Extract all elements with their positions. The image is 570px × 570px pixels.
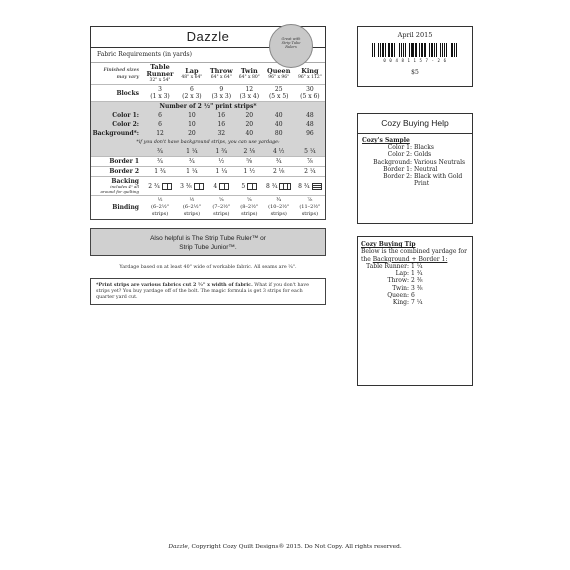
- tip-heading: Cozy Buying Tip: [361, 241, 416, 248]
- print-strips-note-bold: *Print strips are various fabrics cut 2 ½" x width of fabric.: [96, 282, 253, 288]
- tip-row: [361, 285, 469, 292]
- strips-row-label: Color 2:: [112, 121, 139, 128]
- barcode-bar: [385, 43, 386, 57]
- background-yardage-cell: 4 ½: [272, 148, 285, 155]
- sample-key: Background:: [373, 158, 412, 166]
- border-1-cell: ¾: [177, 157, 207, 167]
- barcode-bar: [419, 43, 420, 57]
- background-yardage-cell: 1 ¾: [215, 148, 228, 155]
- border-2-label: Border 2: [91, 167, 143, 177]
- strips-cell: 20: [245, 121, 254, 128]
- barcode-bar: [451, 43, 452, 57]
- backing-layout-icon: [219, 183, 229, 190]
- tip-key: Lap:: [395, 270, 409, 278]
- background-yardage-cell: 1 ¼: [186, 148, 198, 155]
- border-1-cell: ¾: [263, 157, 295, 167]
- barcode-bar: [418, 43, 419, 57]
- barcode-bar: [454, 43, 455, 57]
- strips-cell: 96: [306, 130, 314, 137]
- border-2-cell: 2 ⅛: [263, 167, 295, 177]
- strips-cell: 80: [274, 130, 283, 137]
- backing-row: [91, 177, 325, 196]
- border-2-cell: 1 ¼: [207, 167, 236, 177]
- size-dimensions: 96" x 96": [268, 74, 290, 80]
- size-dimensions: 96" x 112": [297, 74, 322, 80]
- blocks-cell: 6 (2 x 3): [177, 85, 207, 102]
- binding-row: [91, 196, 325, 220]
- size-header-cell: Throw 64" x 64": [207, 63, 236, 85]
- helpful-note: [90, 228, 326, 256]
- tip-row: [361, 292, 469, 299]
- tip-row: [361, 299, 469, 306]
- sample-row: [362, 144, 468, 151]
- backing-cell: 8 ¾: [295, 177, 325, 196]
- strips-cell: 16: [217, 112, 226, 119]
- barcode-bar: [382, 43, 384, 57]
- barcode-bar: [427, 43, 428, 57]
- strips-cell: 10: [188, 121, 196, 128]
- barcode-bar: [434, 43, 435, 57]
- finished-sizes-note: Finished sizes may vary: [103, 67, 139, 80]
- requirements-table: [91, 63, 325, 219]
- background-yardage-cell: 5 ¼: [304, 148, 316, 155]
- strips-cell: 32: [217, 130, 226, 137]
- buying-tip-box: [357, 236, 473, 386]
- barcode: [372, 43, 458, 57]
- backing-cell: 2 ¾: [143, 177, 177, 196]
- size-dimensions: 48" x 64": [181, 74, 203, 80]
- footer-pattern-name: Dazzle: [168, 544, 188, 550]
- barcode-bar: [424, 43, 425, 57]
- strips-cell: 48: [306, 121, 314, 128]
- barcode-bar: [452, 43, 453, 57]
- barcode-bar: [456, 43, 457, 57]
- barcode-bar: [391, 43, 392, 57]
- sticker-date: April 2015: [397, 31, 433, 39]
- barcode-bar: [411, 43, 412, 57]
- background-note-row: [91, 138, 325, 147]
- barcode-bar: [376, 43, 377, 57]
- strip-tube-badge: [269, 24, 313, 68]
- sample-value: Various Neutrals: [414, 158, 466, 166]
- blocks-cell: 12 (3 x 4): [236, 85, 263, 102]
- barcode-bar: [409, 43, 410, 57]
- requirements-box: [90, 48, 326, 220]
- price-sticker: [357, 26, 473, 87]
- barcode-bar: [425, 43, 426, 57]
- tip-key: Twin:: [392, 284, 409, 292]
- tip-key: Throw:: [387, 277, 409, 285]
- binding-cell: ⅝ (8–2½" strips): [236, 196, 263, 220]
- helpful-line-2: Strip Tube Junior™.: [179, 244, 237, 251]
- strips-cell: 40: [274, 121, 283, 128]
- binding-cell: ⅞ (11–2½" strips): [295, 196, 325, 220]
- sample-key: Border 1:: [383, 165, 412, 173]
- barcode-bar: [440, 43, 441, 57]
- sample-heading: Cozy's Sample: [362, 137, 410, 144]
- barcode-bar: [447, 43, 449, 57]
- binding-cell: ½ (6–2½" strips): [177, 196, 207, 220]
- binding-cell: ⅝ (7–2½" strips): [207, 196, 236, 220]
- tip-value: 6: [411, 292, 415, 300]
- tip-key: Table Runner:: [366, 262, 409, 270]
- barcode-bar: [415, 43, 417, 57]
- strips-cell: 6: [158, 112, 162, 119]
- strips-cell: 6: [158, 121, 162, 128]
- barcode-bar: [392, 43, 393, 57]
- pattern-sheet: [90, 26, 326, 305]
- background-yardage-cell: ¾: [157, 148, 163, 155]
- backing-cell: 8 ¾: [263, 177, 295, 196]
- barcode-number: 0 0 4 8 1 1 5 7 - 2 6: [383, 58, 447, 63]
- strips-cell: 20: [245, 112, 254, 119]
- sample-value: Blacks: [414, 144, 434, 152]
- barcode-bar: [438, 43, 439, 57]
- strips-row: [91, 129, 325, 138]
- barcode-bar: [403, 43, 404, 57]
- print-strips-note: [90, 278, 326, 305]
- buying-help-title: Cozy Buying Help: [358, 114, 472, 134]
- barcode-bar: [429, 43, 430, 57]
- sample-row: [362, 159, 468, 166]
- tip-row: [361, 277, 469, 284]
- strips-row: [91, 120, 325, 129]
- border-2-cell: 2 ¼: [295, 167, 325, 177]
- tip-key: King:: [392, 299, 409, 307]
- barcode-bar: [388, 43, 389, 57]
- sample-row: [362, 173, 468, 187]
- tip-row: [361, 263, 469, 270]
- yardage-note: Yardage based on at least 40" wide of workable fabric. All seams are ¼".: [119, 265, 297, 270]
- buying-tip-body: [358, 237, 472, 311]
- border-2-row: [91, 167, 325, 177]
- print-strips-note-text: What if you don't have strips yet? You buy yardage off of the bolt. The magic formula is get 3 strips for each quarter yard cut.: [96, 283, 309, 300]
- border-1-cell: ⅞: [295, 157, 325, 167]
- strips-cell: 12: [156, 130, 164, 137]
- border-1-label: Border 1: [91, 157, 143, 167]
- blocks-cell: 3 (1 x 3): [143, 85, 177, 102]
- size-header-cell: Queen 96" x 96": [263, 63, 295, 85]
- backing-cell: 3 ⅜: [177, 177, 207, 196]
- tip-intro: [361, 248, 469, 263]
- strips-title-row: [91, 102, 325, 112]
- barcode-bar: [405, 43, 406, 57]
- backing-note: includes 4" all around for quilting: [100, 184, 139, 194]
- barcode-bar: [378, 43, 379, 57]
- tip-value: 3 ⅜: [411, 284, 423, 292]
- border-2-cell: 1 ¾: [143, 167, 177, 177]
- strips-cell: 48: [306, 112, 314, 119]
- barcode-bar: [444, 43, 445, 57]
- barcode-bar: [436, 43, 437, 57]
- copyright-footer: [0, 544, 570, 550]
- barcode-bar: [396, 43, 398, 57]
- tip-value: 1 ¼: [411, 262, 423, 270]
- tip-intro-underlined: Background + Border 1:: [372, 255, 448, 263]
- blocks-cell: 9 (3 x 3): [207, 85, 236, 102]
- background-yardage-cell: 2 ⅛: [243, 148, 256, 155]
- border-1-cell: ⅝: [236, 157, 263, 167]
- backing-cell: 4: [207, 177, 236, 196]
- barcode-bar: [446, 43, 447, 57]
- strips-title: Number of 2 ½" print strips*: [91, 102, 325, 112]
- buying-help-box: [357, 113, 473, 224]
- backing-layout-icon: [194, 183, 204, 190]
- sticker-price: $5: [411, 69, 419, 76]
- barcode-bar: [394, 43, 395, 57]
- tip-key: Queen:: [387, 292, 409, 300]
- strips-cell: 40: [274, 112, 283, 119]
- tip-value: 7 ¼: [411, 299, 423, 307]
- barcode-bar: [421, 43, 422, 57]
- title-box: [90, 26, 326, 48]
- border-1-row: [91, 157, 325, 167]
- size-dimensions: 64" x 64": [210, 74, 232, 80]
- backing-layout-icon: [162, 183, 172, 190]
- barcode-bar: [399, 43, 400, 57]
- backing-cell: 5: [236, 177, 263, 196]
- requirements-title: Fabric Requirements (in yards): [91, 48, 325, 63]
- size-dimensions: 32" x 54": [149, 78, 171, 83]
- badge-line: Great with: [281, 37, 301, 41]
- barcode-bar: [401, 43, 402, 57]
- backing-layout-icon: [247, 183, 257, 190]
- size-header-cell: King 96" x 112": [295, 63, 325, 85]
- sample-key: Border 2:: [383, 173, 412, 181]
- border-1-cell: ½: [207, 157, 236, 167]
- barcode-bar: [431, 43, 433, 57]
- size-header-cell: Table Runner 32" x 54": [143, 63, 177, 85]
- backing-label: Backing includes 4" all around for quilting: [91, 177, 143, 196]
- tip-intro-text: Below is the combined yardage for the: [361, 248, 468, 263]
- blocks-cell: 25 (5 x 5): [263, 85, 295, 102]
- binding-cell: ¾ (10–2½" strips): [263, 196, 295, 220]
- strips-row-label: Color 1:: [112, 112, 139, 119]
- binding-label: Binding: [91, 196, 143, 220]
- background-yardage-row: [91, 147, 325, 157]
- tip-value: 1 ¾: [411, 270, 423, 278]
- barcode-bar: [372, 43, 373, 57]
- background-yardage-label: [91, 147, 143, 157]
- barcode-bar: [442, 43, 443, 57]
- size-header-cell: Twin 64" x 80": [238, 66, 260, 80]
- pattern-title: Dazzle: [186, 29, 230, 44]
- backing-layout-icon: [312, 183, 322, 190]
- sample-value: Black with Gold Print: [414, 173, 463, 188]
- border-2-cell: 1 ¼: [177, 167, 207, 177]
- barcode-bar: [374, 43, 375, 57]
- helpful-line-1: Also helpful is The Strip Tube Ruler™ or: [150, 235, 266, 242]
- tip-value: 2 ⅜: [411, 277, 423, 285]
- sample-key: Color 1:: [387, 144, 412, 152]
- sample-value: Neutral: [414, 165, 438, 173]
- border-2-cell: 1 ½: [236, 167, 263, 177]
- barcode-bar: [380, 43, 381, 57]
- strips-cell: 40: [245, 130, 254, 137]
- size-header-cell: Lap 48" x 64": [177, 63, 207, 85]
- sample-row: [362, 151, 468, 158]
- barcode-bar: [412, 43, 413, 57]
- barcode-bar: [406, 43, 407, 57]
- size-dimensions: 64" x 80": [238, 74, 260, 80]
- buying-help-body: [358, 134, 472, 190]
- badge-line: Strip Tube: [281, 41, 301, 45]
- blocks-label: Blocks: [91, 85, 143, 102]
- badge-line: Rulers: [285, 45, 297, 49]
- strips-cell: 16: [217, 121, 226, 128]
- background-note: *if you don't have background strips, you can use yardage:: [136, 140, 280, 145]
- strips-cell: 10: [188, 112, 196, 119]
- sample-key: Color 2:: [387, 151, 412, 159]
- strips-row-label: Background*:: [92, 130, 139, 137]
- blocks-row: [91, 85, 325, 102]
- sample-row: [362, 166, 468, 173]
- strips-cell: 20: [188, 130, 196, 137]
- strips-row: [91, 111, 325, 120]
- binding-cell: ½ (6–2½" strips): [143, 196, 177, 220]
- tip-row: [361, 270, 469, 277]
- backing-layout-icon: [279, 183, 291, 190]
- sample-value: Golds: [414, 151, 432, 159]
- border-1-cell: ¾: [143, 157, 177, 167]
- barcode-bar: [387, 43, 388, 57]
- blocks-cell: 30 (5 x 6): [295, 85, 325, 102]
- footer-copyright: , Copyright Cozy Quilt Designs® 2015. Do Not Copy. All rights reserved.: [187, 544, 402, 550]
